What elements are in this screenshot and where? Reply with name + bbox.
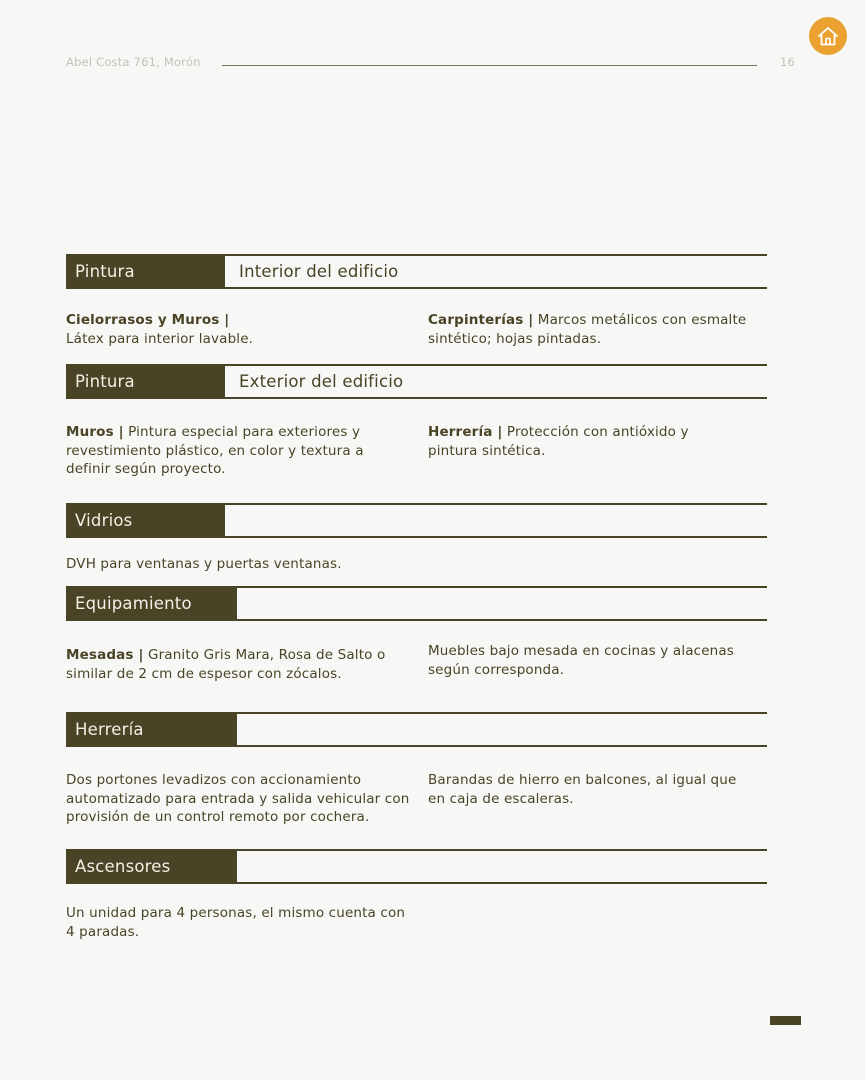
item-text: Granito Gris Mara, Rosa de Salto o similar de 2 cm de espesor con zócalos.	[66, 647, 386, 682]
section-subtitle: Interior del edificio	[239, 262, 399, 281]
portones-text	[66, 771, 411, 827]
item-title: Mesadas |	[66, 647, 144, 663]
section-header-ascensores	[66, 849, 767, 884]
item-text: DVH para ventanas y puertas ventanas.	[66, 556, 342, 572]
herreria-ext-text	[428, 423, 718, 460]
item-text: Dos portones levadizos con accionamiento automatizado para entrada y salida vehicular con provisión de un control remoto por cochera.	[66, 772, 410, 825]
section-header-pintura-exterior	[66, 364, 767, 399]
page-number: 16	[780, 55, 795, 69]
section-label: Herrería	[66, 714, 237, 745]
carpinterias-text	[428, 311, 758, 348]
home-button[interactable]	[809, 17, 847, 55]
section-label: Equipamiento	[66, 588, 237, 619]
ascensores-text	[66, 904, 411, 941]
section-label: Ascensores	[66, 851, 237, 882]
section-header-pintura-interior	[66, 254, 767, 289]
item-title: Cielorrasos y Muros |	[66, 312, 230, 328]
barandas-text	[428, 771, 758, 808]
item-text: Barandas de hierro en balcones, al igual que en caja de escaleras.	[428, 772, 737, 807]
document-address: Abel Costa 761, Morón	[66, 55, 201, 69]
home-icon	[816, 25, 840, 47]
vidrios-text	[66, 555, 466, 574]
section-label: Pintura	[66, 366, 225, 397]
footer-marker	[770, 1016, 801, 1025]
section-label: Vidrios	[66, 505, 225, 536]
item-text: Pintura especial para exteriores y revestimiento plástico, en color y textura a definir según proyecto.	[66, 424, 364, 477]
section-label: Pintura	[66, 256, 225, 287]
item-text: Muebles bajo mesada en cocinas y alacenas según corresponda.	[428, 643, 734, 678]
muebles-text	[428, 642, 758, 679]
mesadas-text	[66, 646, 396, 683]
section-header-herreria	[66, 712, 767, 747]
header-rule	[222, 65, 757, 66]
item-text: Un unidad para 4 personas, el mismo cuenta con 4 paradas.	[66, 905, 406, 940]
item-text: Protección con antióxido y pintura sintética.	[428, 424, 689, 459]
item-title: Herrería |	[428, 424, 503, 440]
section-header-equipamiento	[66, 586, 767, 621]
item-title: Carpinterías |	[428, 312, 534, 328]
item-text: Marcos metálicos con esmalte sintético; hojas pintadas.	[428, 312, 747, 347]
muros-text	[66, 423, 391, 479]
cielorrasos-text	[66, 311, 416, 348]
section-header-vidrios	[66, 503, 767, 538]
item-text: Látex para interior lavable.	[66, 330, 254, 347]
section-subtitle: Exterior del edificio	[239, 372, 404, 391]
item-title: Muros |	[66, 424, 124, 440]
